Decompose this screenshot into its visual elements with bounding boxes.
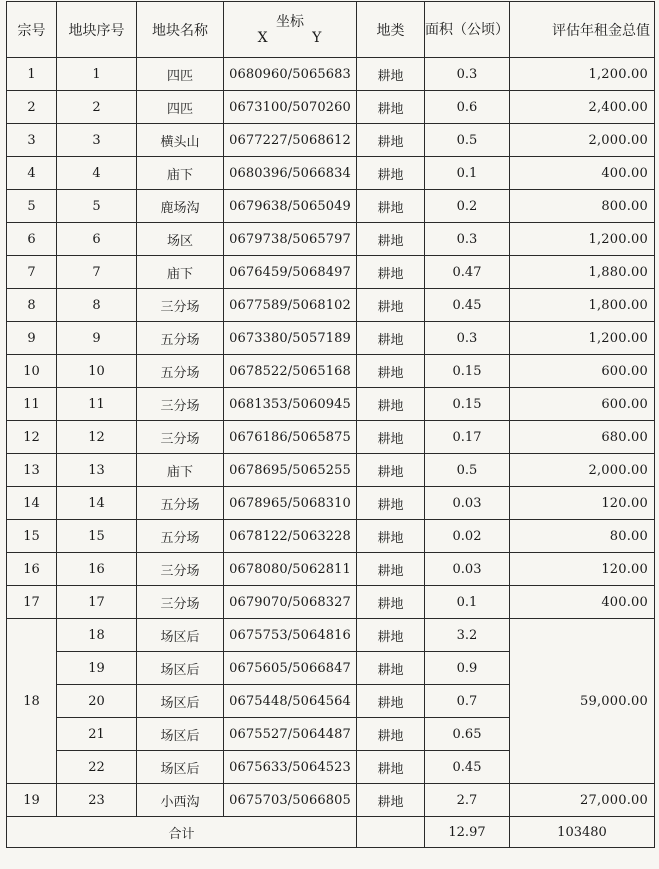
plot-name-cell: 场区后 [137,751,224,784]
coordinate-cell: 0678695/5065255 [224,454,357,487]
table-row [7,421,655,454]
area-cell: 0.5 [425,454,510,487]
land-type-cell: 耕地 [357,520,425,553]
coordinate-cell: 0676459/5068497 [224,256,357,289]
header-coordinates [224,2,357,58]
land-type-cell: 耕地 [357,652,425,685]
case-no-cell: 10 [7,355,57,388]
header-land-type: 地类 [357,2,425,58]
land-type-cell: 耕地 [357,784,425,817]
land-type-cell: 耕地 [357,355,425,388]
coordinate-cell: 0678122/5063228 [224,520,357,553]
rent-cell: 800.00 [510,190,655,223]
area-cell: 0.1 [425,586,510,619]
plot-seq-cell: 3 [57,124,137,157]
total-row [7,817,655,848]
plot-name-cell: 小西沟 [137,784,224,817]
plot-seq-cell: 22 [57,751,137,784]
coordinate-cell: 0680396/5066834 [224,157,357,190]
plot-name-cell: 三分场 [137,421,224,454]
case-no-cell: 5 [7,190,57,223]
rent-cell: 1,880.00 [510,256,655,289]
rent-cell: 600.00 [510,355,655,388]
table-row [7,454,655,487]
case-no-cell: 1 [7,58,57,91]
plot-name-cell: 五分场 [137,355,224,388]
plot-name-cell: 五分场 [137,322,224,355]
plot-name-cell: 场区后 [137,652,224,685]
land-rent-table [6,1,655,848]
plot-seq-cell: 9 [57,322,137,355]
area-cell: 0.15 [425,388,510,421]
case-no-cell: 18 [7,619,57,784]
area-cell: 0.45 [425,289,510,322]
coordinate-cell: 0678080/5062811 [224,553,357,586]
area-cell: 0.03 [425,553,510,586]
header-coord-title: 坐标 [276,13,304,30]
plot-seq-cell: 21 [57,718,137,751]
coordinate-cell: 0681353/5060945 [224,388,357,421]
land-type-cell: 耕地 [357,157,425,190]
total-area: 12.97 [425,817,510,848]
case-no-cell: 9 [7,322,57,355]
case-no-cell: 3 [7,124,57,157]
table-row [7,157,655,190]
area-cell: 0.2 [425,190,510,223]
coordinate-cell: 0675448/5064564 [224,685,357,718]
plot-seq-cell: 5 [57,190,137,223]
table-row [7,223,655,256]
area-cell: 0.45 [425,751,510,784]
coordinate-cell: 0677589/5068102 [224,289,357,322]
rent-cell: 1,800.00 [510,289,655,322]
case-no-cell: 6 [7,223,57,256]
area-cell: 3.2 [425,619,510,652]
land-type-cell: 耕地 [357,454,425,487]
plot-seq-cell: 8 [57,289,137,322]
rent-cell: 400.00 [510,586,655,619]
coordinate-cell: 0675605/5066847 [224,652,357,685]
land-type-cell: 耕地 [357,322,425,355]
area-cell: 0.47 [425,256,510,289]
coordinate-cell: 0679070/5068327 [224,586,357,619]
rent-cell: 120.00 [510,487,655,520]
coordinate-cell: 0675633/5064523 [224,751,357,784]
plot-name-cell: 庙下 [137,157,224,190]
land-type-cell: 耕地 [357,421,425,454]
header-plot-name: 地块名称 [137,2,224,58]
area-cell: 0.7 [425,685,510,718]
case-no-cell: 17 [7,586,57,619]
plot-name-cell: 三分场 [137,289,224,322]
area-cell: 0.6 [425,91,510,124]
plot-name-cell: 场区后 [137,718,224,751]
coordinate-cell: 0673380/5057189 [224,322,357,355]
table-row [7,58,655,91]
table-row [7,553,655,586]
land-type-cell: 耕地 [357,619,425,652]
case-no-cell: 7 [7,256,57,289]
coordinate-cell: 0676186/5065875 [224,421,357,454]
coordinate-cell: 0679638/5065049 [224,190,357,223]
area-cell: 0.3 [425,58,510,91]
table-row [7,586,655,619]
land-type-cell: 耕地 [357,487,425,520]
area-cell: 0.02 [425,520,510,553]
land-type-cell: 耕地 [357,751,425,784]
case-no-cell: 4 [7,157,57,190]
rent-cell: 2,400.00 [510,91,655,124]
header-coord-xy: X Y [257,29,323,46]
table-row [7,322,655,355]
table-row [7,388,655,421]
case-no-cell: 15 [7,520,57,553]
area-cell: 0.65 [425,718,510,751]
rent-cell: 2,000.00 [510,454,655,487]
plot-seq-cell: 10 [57,355,137,388]
rent-cell: 2,000.00 [510,124,655,157]
table-row [7,289,655,322]
coordinate-cell: 0678965/5068310 [224,487,357,520]
rent-cell: 600.00 [510,388,655,421]
land-type-cell: 耕地 [357,256,425,289]
table-row [7,190,655,223]
land-type-cell: 耕地 [357,718,425,751]
land-type-cell: 耕地 [357,91,425,124]
plot-name-cell: 五分场 [137,520,224,553]
plot-seq-cell: 20 [57,685,137,718]
table-row [7,355,655,388]
header-area: 面积（公顷） [425,2,510,58]
case-no-cell: 2 [7,91,57,124]
plot-name-cell: 横头山 [137,124,224,157]
plot-seq-cell: 23 [57,784,137,817]
table-row [7,91,655,124]
coordinate-cell: 0680960/5065683 [224,58,357,91]
land-type-cell: 耕地 [357,289,425,322]
plot-name-cell: 三分场 [137,388,224,421]
rent-cell: 1,200.00 [510,58,655,91]
rent-cell: 27,000.00 [510,784,655,817]
plot-name-cell: 三分场 [137,586,224,619]
case-no-cell: 8 [7,289,57,322]
plot-name-cell: 庙下 [137,256,224,289]
land-type-cell: 耕地 [357,553,425,586]
area-cell: 0.3 [425,322,510,355]
plot-seq-cell: 12 [57,421,137,454]
plot-seq-cell: 14 [57,487,137,520]
case-no-cell: 19 [7,784,57,817]
land-type-cell: 耕地 [357,388,425,421]
rent-cell: 400.00 [510,157,655,190]
rent-cell: 59,000.00 [510,619,655,784]
header-plot-seq: 地块序号 [57,2,137,58]
land-type-cell: 耕地 [357,685,425,718]
table-row [7,784,655,817]
plot-seq-cell: 1 [57,58,137,91]
coordinate-cell: 0675703/5066805 [224,784,357,817]
total-label: 合计 [7,817,357,848]
plot-name-cell: 场区后 [137,619,224,652]
header-rent: 评估年租金总值 [510,2,655,58]
table-row [7,619,655,652]
rent-cell: 680.00 [510,421,655,454]
land-type-cell: 耕地 [357,124,425,157]
plot-seq-cell: 16 [57,553,137,586]
plot-seq-cell: 4 [57,157,137,190]
plot-seq-cell: 13 [57,454,137,487]
land-type-cell: 耕地 [357,223,425,256]
land-type-cell: 耕地 [357,190,425,223]
case-no-cell: 13 [7,454,57,487]
table-row [7,520,655,553]
plot-name-cell: 四匹 [137,91,224,124]
plot-seq-cell: 11 [57,388,137,421]
plot-name-cell: 三分场 [137,553,224,586]
area-cell: 0.5 [425,124,510,157]
coordinate-cell: 0673100/5070260 [224,91,357,124]
table-row [7,487,655,520]
total-rent: 103480 [510,817,655,848]
plot-seq-cell: 17 [57,586,137,619]
table-row [7,124,655,157]
rent-cell: 80.00 [510,520,655,553]
plot-name-cell: 四匹 [137,58,224,91]
land-type-cell: 耕地 [357,58,425,91]
area-cell: 0.1 [425,157,510,190]
land-type-cell: 耕地 [357,586,425,619]
case-no-cell: 14 [7,487,57,520]
area-cell: 0.3 [425,223,510,256]
plot-name-cell: 庙下 [137,454,224,487]
rent-cell: 1,200.00 [510,322,655,355]
plot-seq-cell: 15 [57,520,137,553]
plot-name-cell: 场区 [137,223,224,256]
case-no-cell: 11 [7,388,57,421]
rent-cell: 120.00 [510,553,655,586]
area-cell: 2.7 [425,784,510,817]
plot-name-cell: 鹿场沟 [137,190,224,223]
coordinate-cell: 0678522/5065168 [224,355,357,388]
area-cell: 0.17 [425,421,510,454]
plot-name-cell: 场区后 [137,685,224,718]
area-cell: 0.03 [425,487,510,520]
coordinate-cell: 0675753/5064816 [224,619,357,652]
plot-seq-cell: 2 [57,91,137,124]
plot-seq-cell: 19 [57,652,137,685]
table-row [7,256,655,289]
coordinate-cell: 0677227/5068612 [224,124,357,157]
case-no-cell: 16 [7,553,57,586]
total-land-type [357,817,425,848]
plot-seq-cell: 6 [57,223,137,256]
rent-cell: 1,200.00 [510,223,655,256]
area-cell: 0.9 [425,652,510,685]
header-row [7,2,655,58]
plot-seq-cell: 18 [57,619,137,652]
plot-seq-cell: 7 [57,256,137,289]
coordinate-cell: 0675527/5064487 [224,718,357,751]
plot-name-cell: 五分场 [137,487,224,520]
header-case-no: 宗号 [7,2,57,58]
coordinate-cell: 0679738/5065797 [224,223,357,256]
case-no-cell: 12 [7,421,57,454]
area-cell: 0.15 [425,355,510,388]
